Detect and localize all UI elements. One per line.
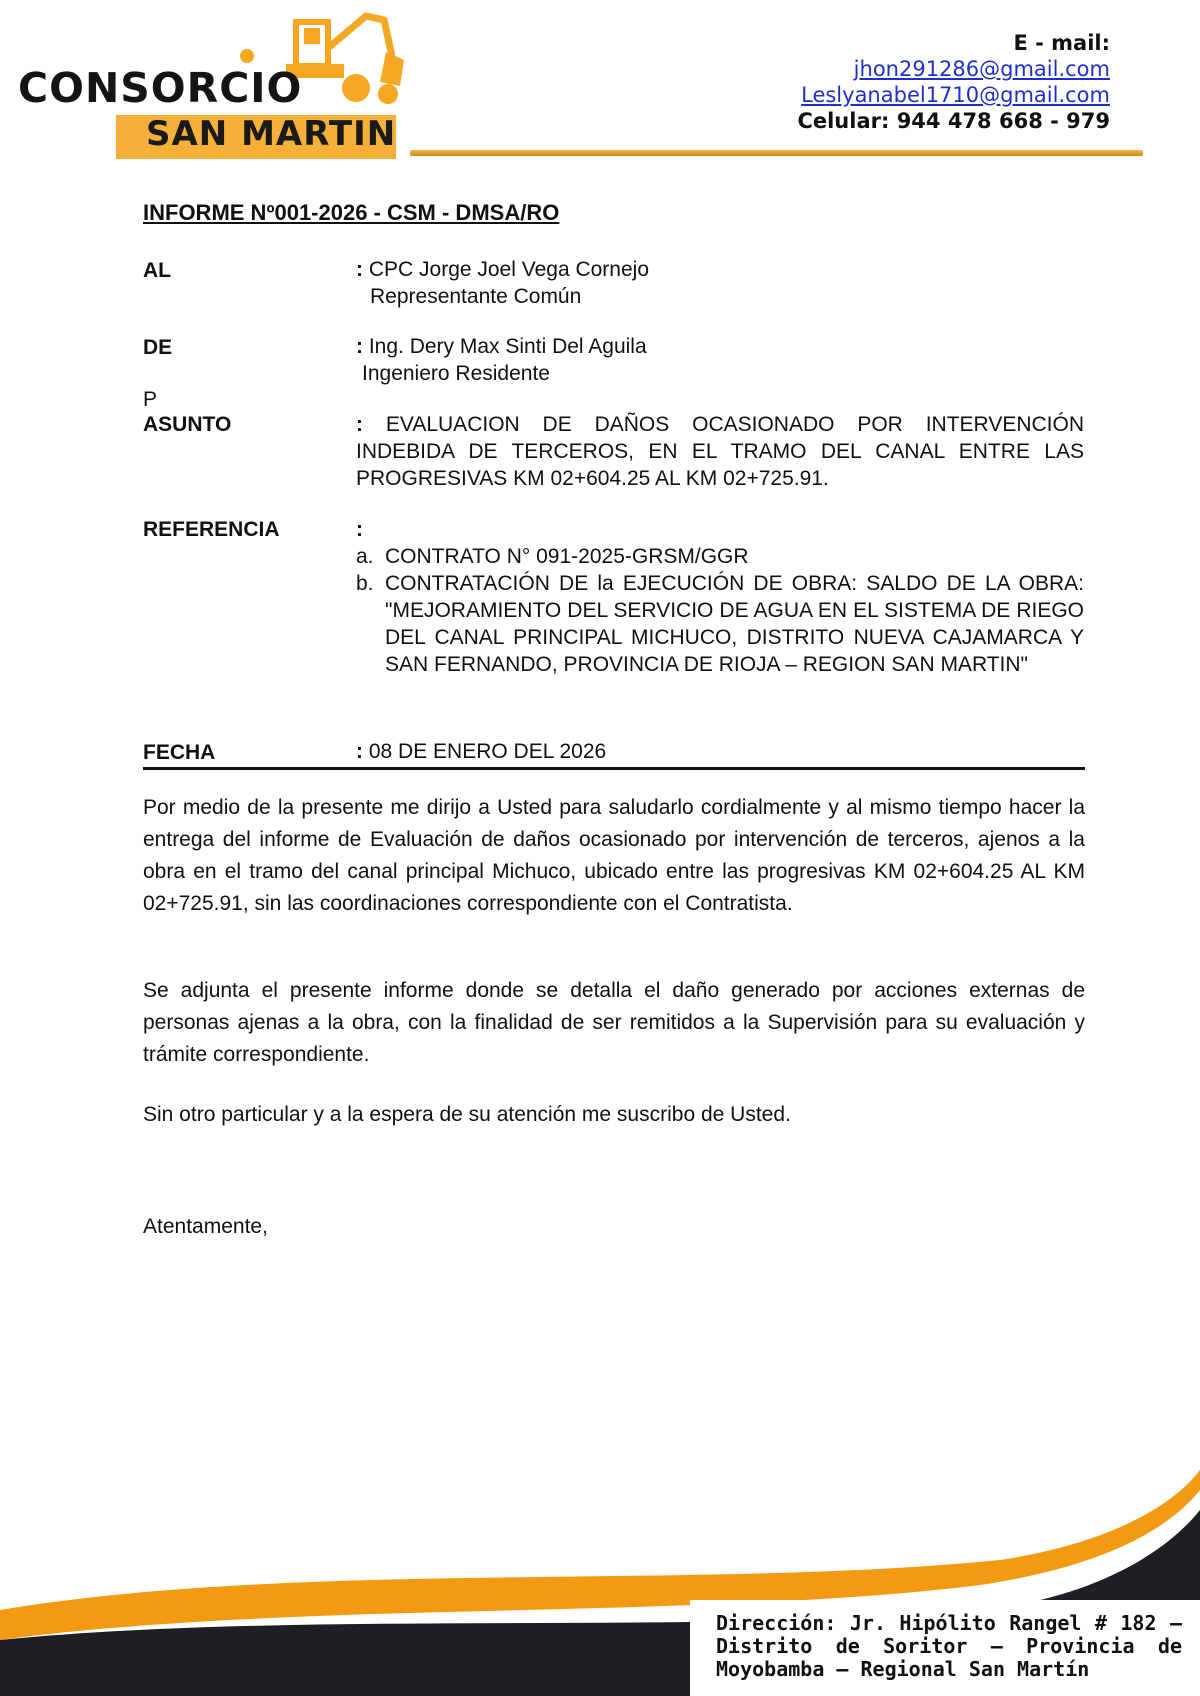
asunto-value: [356, 411, 1084, 492]
referencia-value: [356, 516, 1084, 678]
body-paragraph-1: Por medio de la presente me dirijo a Usted para saludarlo cordialmente y al mismo tiempo hacer la entrega del informe de Evaluación de daños ocasionado por intervención de terceros, ajenos a la obra en el tramo del canal principal Michuco, ubicado entre las progresivas KM 02+604.25 AL KM 02+725.91, sin las coordinaciones correspondiente con el Contratista.: [143, 796, 1085, 915]
email-link-1[interactable]: jhon291286@gmail.com: [853, 57, 1110, 81]
body-paragraph-3: Sin otro particular y a la espera de su atención me suscribo de Usted.: [143, 1103, 791, 1126]
company-logo: [16, 8, 406, 160]
reference-marker: a.: [356, 545, 374, 568]
reference-text: CONTRATO N° 091-2025-GRSM/GGR: [385, 545, 749, 568]
fecha-text: 08 DE ENERO DEL 2026: [368, 740, 607, 763]
colon: :: [356, 258, 363, 281]
de-value: [356, 333, 1084, 387]
phone-number: Celular: 944 478 668 - 979: [797, 109, 1110, 133]
colon: :: [356, 740, 363, 763]
closing-text: Atentamente,: [143, 1215, 268, 1238]
al-value: [356, 256, 1084, 310]
al-role: Representante Común: [370, 285, 582, 308]
email-link-2[interactable]: Leslyanabel1710@gmail.com: [801, 83, 1110, 107]
al-name: CPC Jorge Joel Vega Cornejo: [368, 258, 650, 281]
reference-text: CONTRATACIÓN DE la EJECUCIÓN DE OBRA: SALDO DE LA OBRA: "MEJORAMIENTO DEL SERVICIO DE AGUA EN EL SISTEMA DE RIEGO DEL CANAL PRINCIPAL MICHUCO, DISTRITO NUEVA CAJAMARCA Y SAN FERNANDO, PROVINCIA DE RIOJA – REGION SAN MARTIN": [385, 572, 1084, 676]
asunto-label: ASUNTO: [143, 413, 232, 436]
fecha-label: FECHA: [143, 741, 216, 764]
fecha-value: [356, 738, 1084, 765]
stray-mark: P: [143, 388, 158, 411]
de-role: Ingeniero Residente: [362, 362, 550, 385]
logo-text-san-martin: SAN MARTIN: [146, 114, 397, 154]
al-label: AL: [143, 259, 171, 282]
email-label: E - mail:: [1013, 31, 1110, 55]
colon: :: [356, 413, 363, 436]
logo-text-consorcio: CONSORCIO: [18, 64, 303, 112]
de-name: Ing. Dery Max Sinti Del Aguila: [368, 335, 647, 358]
header-divider: [410, 150, 1143, 156]
asunto-text: EVALUACION DE DAÑOS OCASIONADO POR INTERVENCIÓN INDEBIDA DE TERCEROS, EN EL TRAMO DEL CANAL ENTRE LAS PROGRESIVAS KM 02+604.25 AL KM 02+725.91.: [356, 413, 1085, 490]
de-label: DE: [143, 336, 173, 359]
body-paragraph-2: Se adjunta el presente informe donde se detalla el daño generado por acciones externas de personas ajenas a la obra, con la finalidad de ser remitidos a la Supervisión para su evaluación y trámite correspondiente.: [143, 979, 1085, 1066]
header-separator-line: [143, 767, 1085, 770]
reference-item: [356, 543, 1084, 570]
document-title: INFORME Nº001-2026 - CSM - DMSA/RO: [143, 200, 560, 225]
colon: :: [356, 335, 363, 358]
referencia-label: REFERENCIA: [143, 518, 280, 541]
reference-list: [356, 543, 1084, 678]
colon: :: [356, 518, 363, 541]
reference-marker: b.: [356, 572, 374, 595]
footer-address: Dirección: Jr. Hipólito Rangel # 182 – Distrito de Soritor – Provincia de Moyobamba – Regional San Martín: [716, 1612, 1182, 1681]
reference-item: [356, 570, 1084, 678]
contact-block: [790, 30, 1110, 140]
